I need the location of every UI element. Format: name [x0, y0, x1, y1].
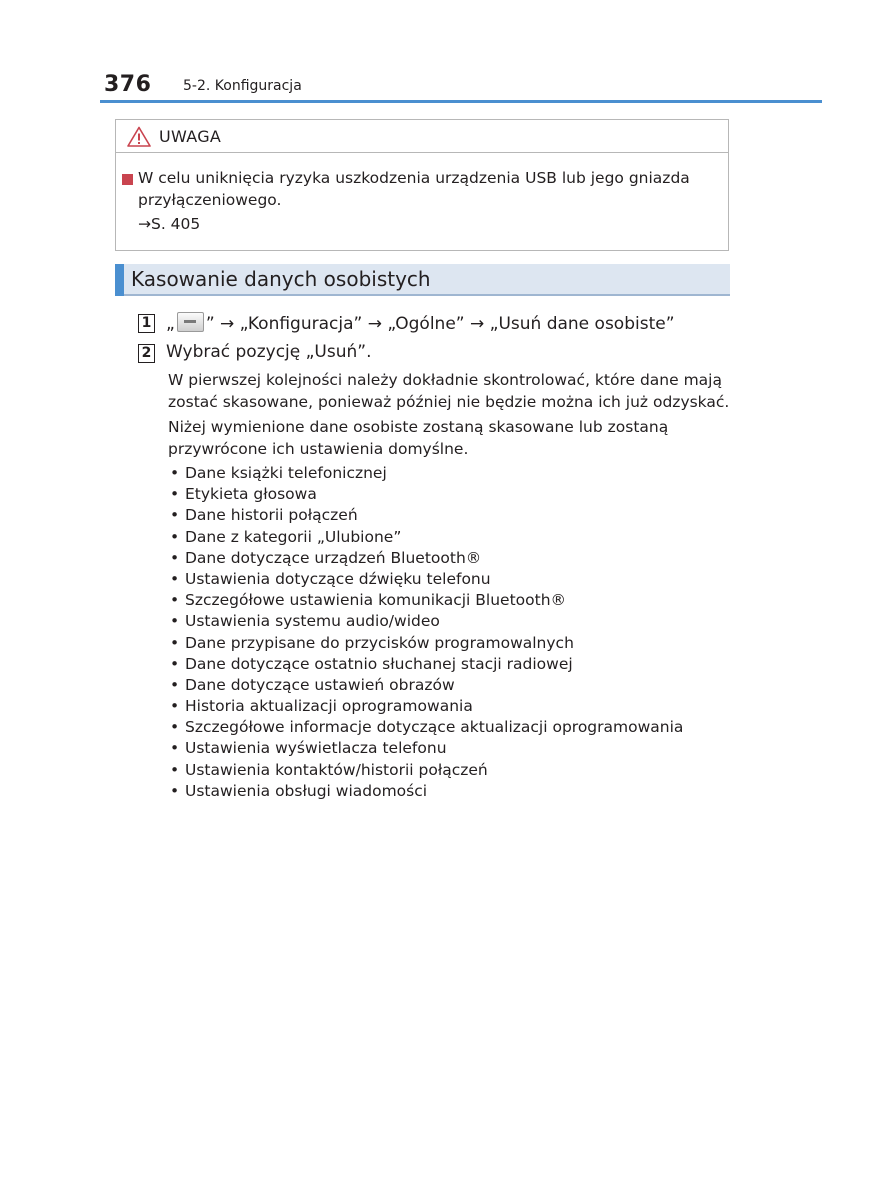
- list-item: • Ustawienia wyświetlacza telefonu: [168, 738, 728, 759]
- warning-triangle-icon: [127, 126, 151, 147]
- step-2-text: Wybrać pozycję „Usuń”.: [166, 342, 372, 362]
- step-1-text: [166, 312, 675, 334]
- chapter-label: 5-2. Konfiguracja: [183, 78, 302, 94]
- list-item: • Szczegółowe ustawienia komunikacji Bluetooth®: [168, 590, 728, 611]
- warning-page-reference: →S. 405: [138, 215, 201, 233]
- step-number: 1: [138, 314, 155, 333]
- list-item: • Dane dotyczące ostatnio słuchanej stacji radiowej: [168, 654, 728, 675]
- page-number: 376: [104, 72, 152, 97]
- list-item: • Historia aktualizacji oprogramowania: [168, 696, 728, 717]
- list-item: • Dane dotyczące urządzeń Bluetooth®: [168, 548, 728, 569]
- list-item: • Dane książki telefonicznej: [168, 463, 728, 484]
- menu-button-icon: [177, 312, 204, 332]
- list-item: • Szczegółowe informacje dotyczące aktualizacji oprogramowania: [168, 717, 728, 738]
- warning-header: [116, 120, 728, 153]
- list-item: • Ustawienia obsługi wiadomości: [168, 781, 728, 802]
- list-item: • Dane przypisane do przycisków programowalnych: [168, 633, 728, 654]
- page-header: [100, 72, 822, 104]
- section-heading-bar: [115, 264, 730, 296]
- list-item: • Dane z kategorii „Ulubione”: [168, 527, 728, 548]
- list-item: • Ustawienia systemu audio/wideo: [168, 611, 728, 632]
- warning-bullet-icon: [122, 174, 133, 185]
- section-accent: [115, 264, 124, 296]
- list-item: • Ustawienia kontaktów/historii połączeń: [168, 760, 728, 781]
- list-item: • Etykieta głosowa: [168, 484, 728, 505]
- personal-data-list: [168, 463, 728, 802]
- paragraph-check-data: W pierwszej kolejności należy dokładnie skontrolować, które dane mają zostać skasowane, ponieważ później nie będzie można ich już odzyskać.: [168, 371, 730, 411]
- warning-text: W celu uniknięcia ryzyka uszkodzenia urządzenia USB lub jego gniazda przyłączeniowego.: [138, 169, 690, 209]
- paragraph-deleted-data: Niżej wymienione dane osobiste zostaną skasowane lub zostaną przywrócone ich ustawienia domyślne.: [168, 418, 669, 458]
- section-title: Kasowanie danych osobistych: [131, 267, 431, 291]
- header-rule: [100, 100, 822, 103]
- warning-title: UWAGA: [159, 127, 222, 146]
- list-item: • Dane historii połączeń: [168, 505, 728, 526]
- step-1-quote-open: „: [166, 314, 175, 334]
- list-item: • Dane dotyczące ustawień obrazów: [168, 675, 728, 696]
- step-1-path: ” → „Konfiguracja” → „Ogólne” → „Usuń dane osobiste”: [205, 314, 675, 334]
- step-number: 2: [138, 344, 155, 363]
- list-item: • Ustawienia dotyczące dźwięku telefonu: [168, 569, 728, 590]
- warning-box: [115, 119, 729, 251]
